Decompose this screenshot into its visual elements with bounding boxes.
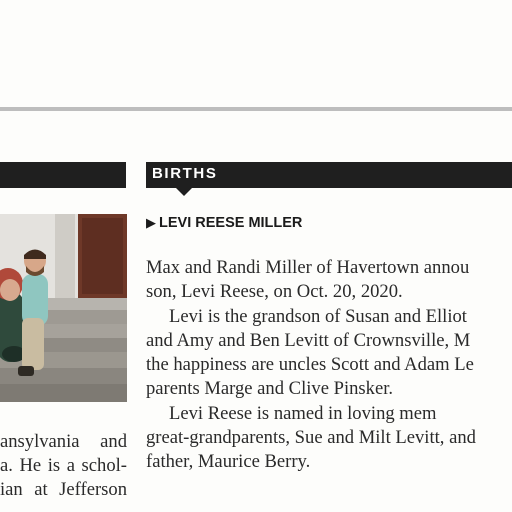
- article-line: and Amy and Ben Levitt of Crownsville, M: [146, 329, 471, 351]
- left-section-header-bar: [0, 162, 126, 188]
- article-line: parents Marge and Clive Pinsker.: [146, 378, 394, 400]
- article-line: Max and Randi Miller of Havertown annou: [146, 257, 470, 278]
- article-line: Levi is the grandson of Susan and Elliot: [169, 305, 467, 327]
- section-title: BIRTHS: [152, 165, 218, 182]
- left-column-line: ian at Jefferson: [0, 479, 127, 500]
- couple-photo: [0, 214, 127, 402]
- article-body: [146, 256, 512, 475]
- article-line: father, Maurice Berry.: [146, 451, 311, 473]
- article-line: great-grandparents, Sue and Milt Levitt, and: [146, 427, 476, 449]
- article-headline: [146, 215, 302, 231]
- left-column-line: ansylvania and: [0, 431, 127, 452]
- left-column-line: a. He is a schol-: [0, 455, 127, 476]
- article-line: son, Levi Reese, on Oct. 20, 2020.: [146, 281, 403, 303]
- left-column-text: [0, 430, 127, 502]
- top-rule: [0, 107, 512, 111]
- article-line: the happiness are uncles Scott and Adam Le: [146, 354, 474, 376]
- headline-arrow-icon: ▶: [146, 215, 156, 230]
- headline-text: LEVI REESE MILLER: [159, 215, 303, 231]
- article-line: Levi Reese is named in loving mem: [169, 402, 437, 424]
- header-notch: [176, 188, 192, 196]
